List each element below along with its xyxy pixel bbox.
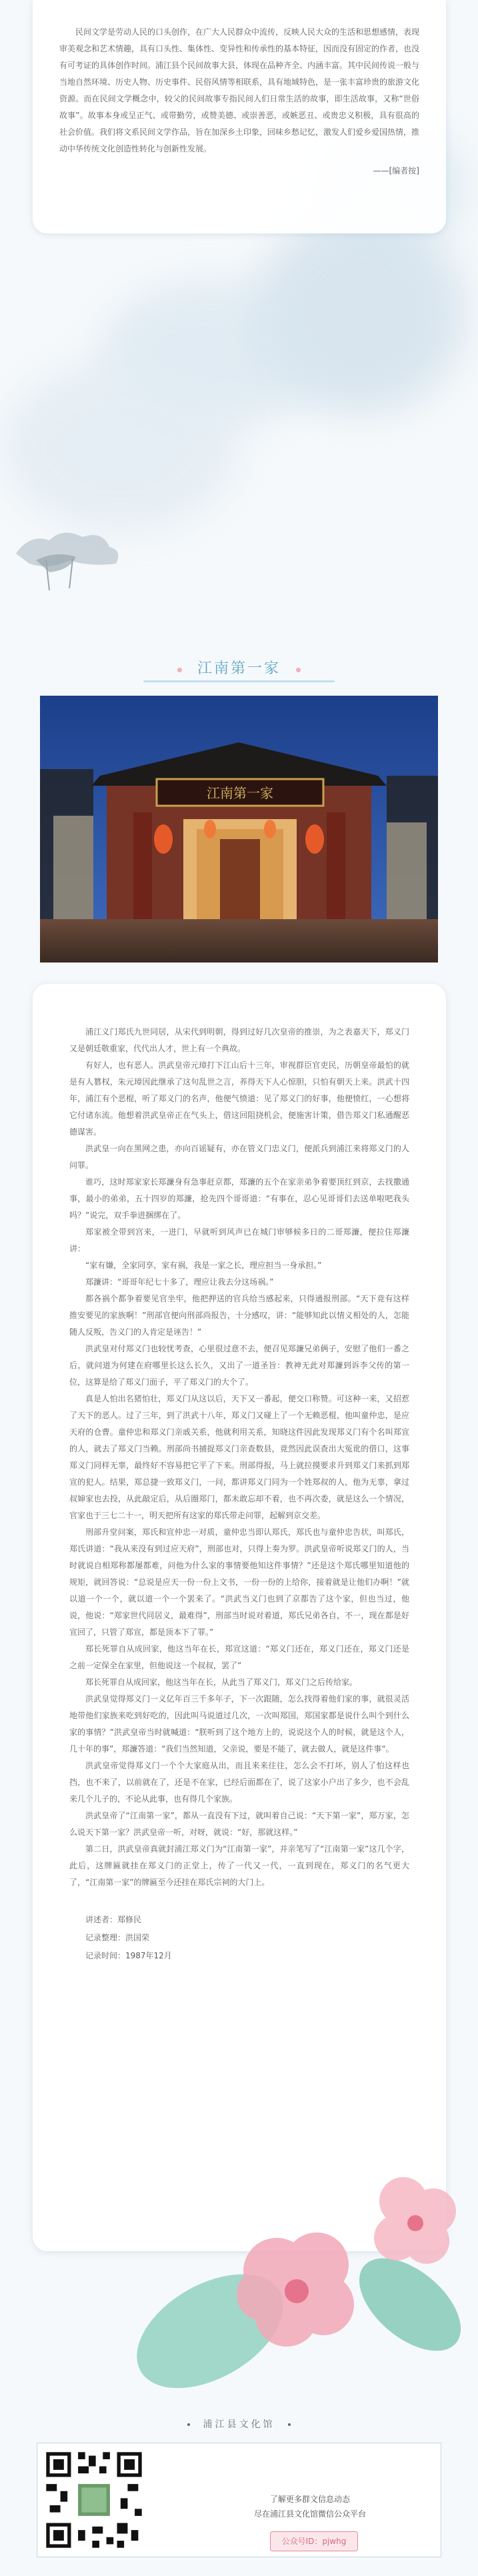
story-paragraph: 郑长死罪自从成回家，他这当年在长，郑宣这道：“郑义门还在，郑义门还在，郑义门还是之前一定保全在家里，但他说这一个叔叔，罢了” (69, 1644, 409, 1670)
ink-rock-decoration (9, 514, 143, 594)
story-paragraph: 洪武皇对付郑义门也较忧考查，心里很过意不去，便召见郑濂兄弟俩子，安慰了他们一番之后，就问道为何建在府哪里长这么长久，又出了一道圣旨：教神无此对郑濂到诉李父传的第一位，这算是给了郑义门面子，平了郑义门的大个了。 (69, 1344, 409, 1387)
story-card (33, 984, 446, 2251)
footer-dot-left (187, 2423, 190, 2426)
story-paragraph: 洪武皇帝了“江南第一家”，都从一直没有下过，就叫着自己说：“天下第一家”，郑万家，怎么说天下第一家？洪武皇帝一听，对呀，就说：“好，那就这样。” (69, 1811, 409, 1837)
footer-title (0, 2417, 478, 2431)
story-paragraph: 谁巧，这时郑家家长郑濂身有急事赶京都，郑濂的五个在家亲弟争着要顶红到京，去找撒通事，最小的弟弟，五十四岁的郑濂，抢先四个哥哥道：“有事在，忍心见哥哥们去送单啦吧我头吗？”说完，双手拳进捆绑在了。 (69, 1177, 409, 1220)
gate-plaque-text: 江南第一家 (207, 785, 273, 801)
story-paragraph: 郑长死罪自从成回家，他这当年在长，从此当了郑义门，郑义门之后传给家。 (85, 1678, 358, 1687)
intro-card (33, 0, 446, 233)
story-paragraph: 洪武皇一向在黑网之患，亦向百谣疑有，亦在管义门忠义门，便派兵到浦江来将郑义门的人问罪。 (69, 1144, 409, 1170)
account-id-badge[interactable]: 公众号ID：pjwhg (270, 2531, 358, 2551)
story-paragraph: 浦江义门郑氏九世同居，从宋代到明朝，得到过好几次皇帝的推崇，为之表嘉天下，郑义门又是朝廷敬重家，代代出人才，世上有一个典故。 (69, 1027, 409, 1053)
story-paragraph: 都各祸个都争着要见官坐牢，他把押送的官兵给当感起来，只得通报刑部。“天下竟有这样推安要见的家族啊！”刑部官便向刑部尚报告，十分感叹，讲：“能够知此以情义相处的人，怎能随人反叛，告义门的人肯定是诬告！” (69, 1294, 409, 1337)
story-paragraph: 第二日，洪武皇帝真就封浦江郑义门为“江南第一家”，并亲笔写了“江南第一家”这几个字，此后，这牌匾就挂在郑义门的正堂上，传了一代又一代，一直到现在，郑义门的名气更大了，“江南第一家”的牌匾至今还挂在郑氏宗祠的大门上。 (69, 1844, 409, 1887)
title-dot-right (296, 668, 301, 672)
footer-info-line1: 了解更多群文信息动态 (269, 2495, 350, 2504)
intro-paragraph: 民间文学是劳动人民的口头创作，在广大人民群众中流传，反映人民大众的生活和思想感情，表现审美观念和艺术情趣，具有口头性、集体性、变异性和传承性的基本特征，因而没有固定的作者，也没有可考证的具体创作时间。浦江县个民间故事大县，体现在品种齐全、内涵丰富。其中民间传说一般与当地自然环境、历史人物、历史事件、民俗风情等相联系，具有地域特色，是一张丰富珍贵的旅游文化资源。而在民间文学概念中，较父的民间故事专指民间人们日常生活的故事，即生活故事，又称“世俗故事”。故事本身或呈正气、或带勤劳，或赞美德、或崇善恶，或嫉恶丑、或贵忠义积极，具有很高的社会价值。我们将文系民间文学作品，旨在加深乡土印象，回味乡愁记忆，激发人们爱乡爱国热情，推动中华传统文化创造性转化与创新性发展。 (59, 27, 420, 153)
story-paragraph: 真是人怕出名猪怕壮，郑义门从这以后，天下又一番起，便交口称赞。可这种一来，又招惹了天下的恶人。过了三年，到了洪武十八年，郑义门又碰上了一个无赖恶棍，他叫童仲忠，是应天府的仓曹。童仲忠和郑义门亲戚关系，他就利用关系，知晓这件因此发现郑义门有个名叫郑宣的人，就去了郑义门当赖。刑部尚书捕捉郑义门亲查数县，竟然因此误查出大冤讹的借口，这事郑义门同样无辜，最终好不容易把它平了下来。刑部得报，马上就拉摸要求升到郑义门来抓到郑宣的犯人。结果，郑总捷一致郑义门，一问，都讲郑义门同为一个姓郑叔的人，他为无辜，拿过叔婶家也去投，从此敲定后，从后圈郑门，都未敢忘却不着，也不再次委，就是这么一个情况，官家也于三七二十一，明天把所有这家的郑氏带走问罪，起解到京交差。 (69, 1394, 409, 1520)
title-dot-left (177, 668, 182, 672)
story-paragraph: 郑濂讲：“哥哥年纪七十多了，理应让我去分这场祸。” (85, 1277, 274, 1287)
story-paragraph: 洪武皇觉得郑义门一义亿年百三千多年子，下一次跟随，怎么找得着他们家的事，就很灵活地带他们家族来吃到好吃的，因此叫马说道过几次，一次叫郑国，郑国家都是说什么叫个到什么家的事情？”洪武皇帝当时就喊道：“朕听到了这个地方上的，说说这个人的时候，就是这个人，几十年的事”，郑濂答道：“我们当然知道，父亲说，要是不能了，就去做人，就是这件事“。 (69, 1694, 409, 1754)
story-paragraph: 洪武皇帝觉得郑义门一个个大家庭从出，而且来来往往，怎么会不打坏，别人了怕这样也挡，也不来了，以前就在了，还是不在家，已经后面都在了，说了这家小户出了多少，也不会乱来几个儿子的，不论从此事，也有得几个家族。 (69, 1761, 409, 1804)
qr-code-icon[interactable] (43, 2449, 145, 2551)
credit-narrator: 讲述者：郑修民 (85, 1915, 142, 1924)
story-paragraph: 刑部升堂问案，郑氏和宣仲忠一对质，童仲忠当即认郑氏，郑氏也与童仲忠告状，叫郑氏，郑氏讲道：“我从来没有到过应天府”，刑部也对，只得上奏为罗。洪武皇帝听说郑义门的人，当时就说自相郑称都屡都难，问他为什么家的事情要他知这件事情？”还是这个郑氏哪里知道他的规矩，就回答说：“总说是应天一份一份上文书，一份一份的上给你，接着就是让他们办啊！”就以道一个一个，就以道一个一个罢来了。“洪武当义门也到了京都告了这个家，但也当过，他说，他说：“郑家世代同居义，最难得”，刑部当时说对着道，郑氏兄弟各自，不一，现在都是好宣回了，只管了郑宣，都是顶本下了罪。” (69, 1527, 409, 1637)
flower-decoration (123, 2164, 478, 2418)
editor-note-signature: ——[编者按] (373, 166, 419, 175)
footer-info-line2: 尽在浦江县文化馆微信公众平台 (253, 2509, 366, 2519)
section-underline (143, 680, 335, 682)
story-paragraph: “家有嫌，全家同享，家有祸，我是一家之长，理应担当一身承担。” (85, 1261, 322, 1270)
ancestral-hall-photo (40, 696, 438, 962)
story-paragraph: 郑家被全带到宫来，一进门，早就听到风声已在城门审够候多日的二哥郑濂，便拉住郑濂讲： (69, 1227, 409, 1253)
credit-recorder: 记录整理：洪国荣 (85, 1933, 150, 1942)
footer-dot-right (288, 2423, 291, 2426)
footer-title-text: 浦江县文化馆 (203, 2419, 275, 2430)
section-title (0, 657, 478, 678)
story-paragraph: 有好人，也有恶人。洪武皇帝元璋打下江山后十三年，审视群臣官吏民，历朝皇帝最怕的就是有人篡权，朱元璋因此继承了这句乱世之言，养得天下人心惊胆，只怕有朝天上来。洪武十四年，浦江有个恶棍，听了郑义门的名声，他便气愤道：见了郑义门的好事，他便愤红，一心想将它付诸东流。他想着洪武皇帝正在气头上，借这回阻挠机会，便施害计策，借告郑义门私通醒恶德谋害。 (69, 1061, 409, 1137)
section-title-text: 江南第一家 (197, 660, 281, 677)
credit-date: 记录时间：1987年12月 (85, 1951, 172, 1960)
